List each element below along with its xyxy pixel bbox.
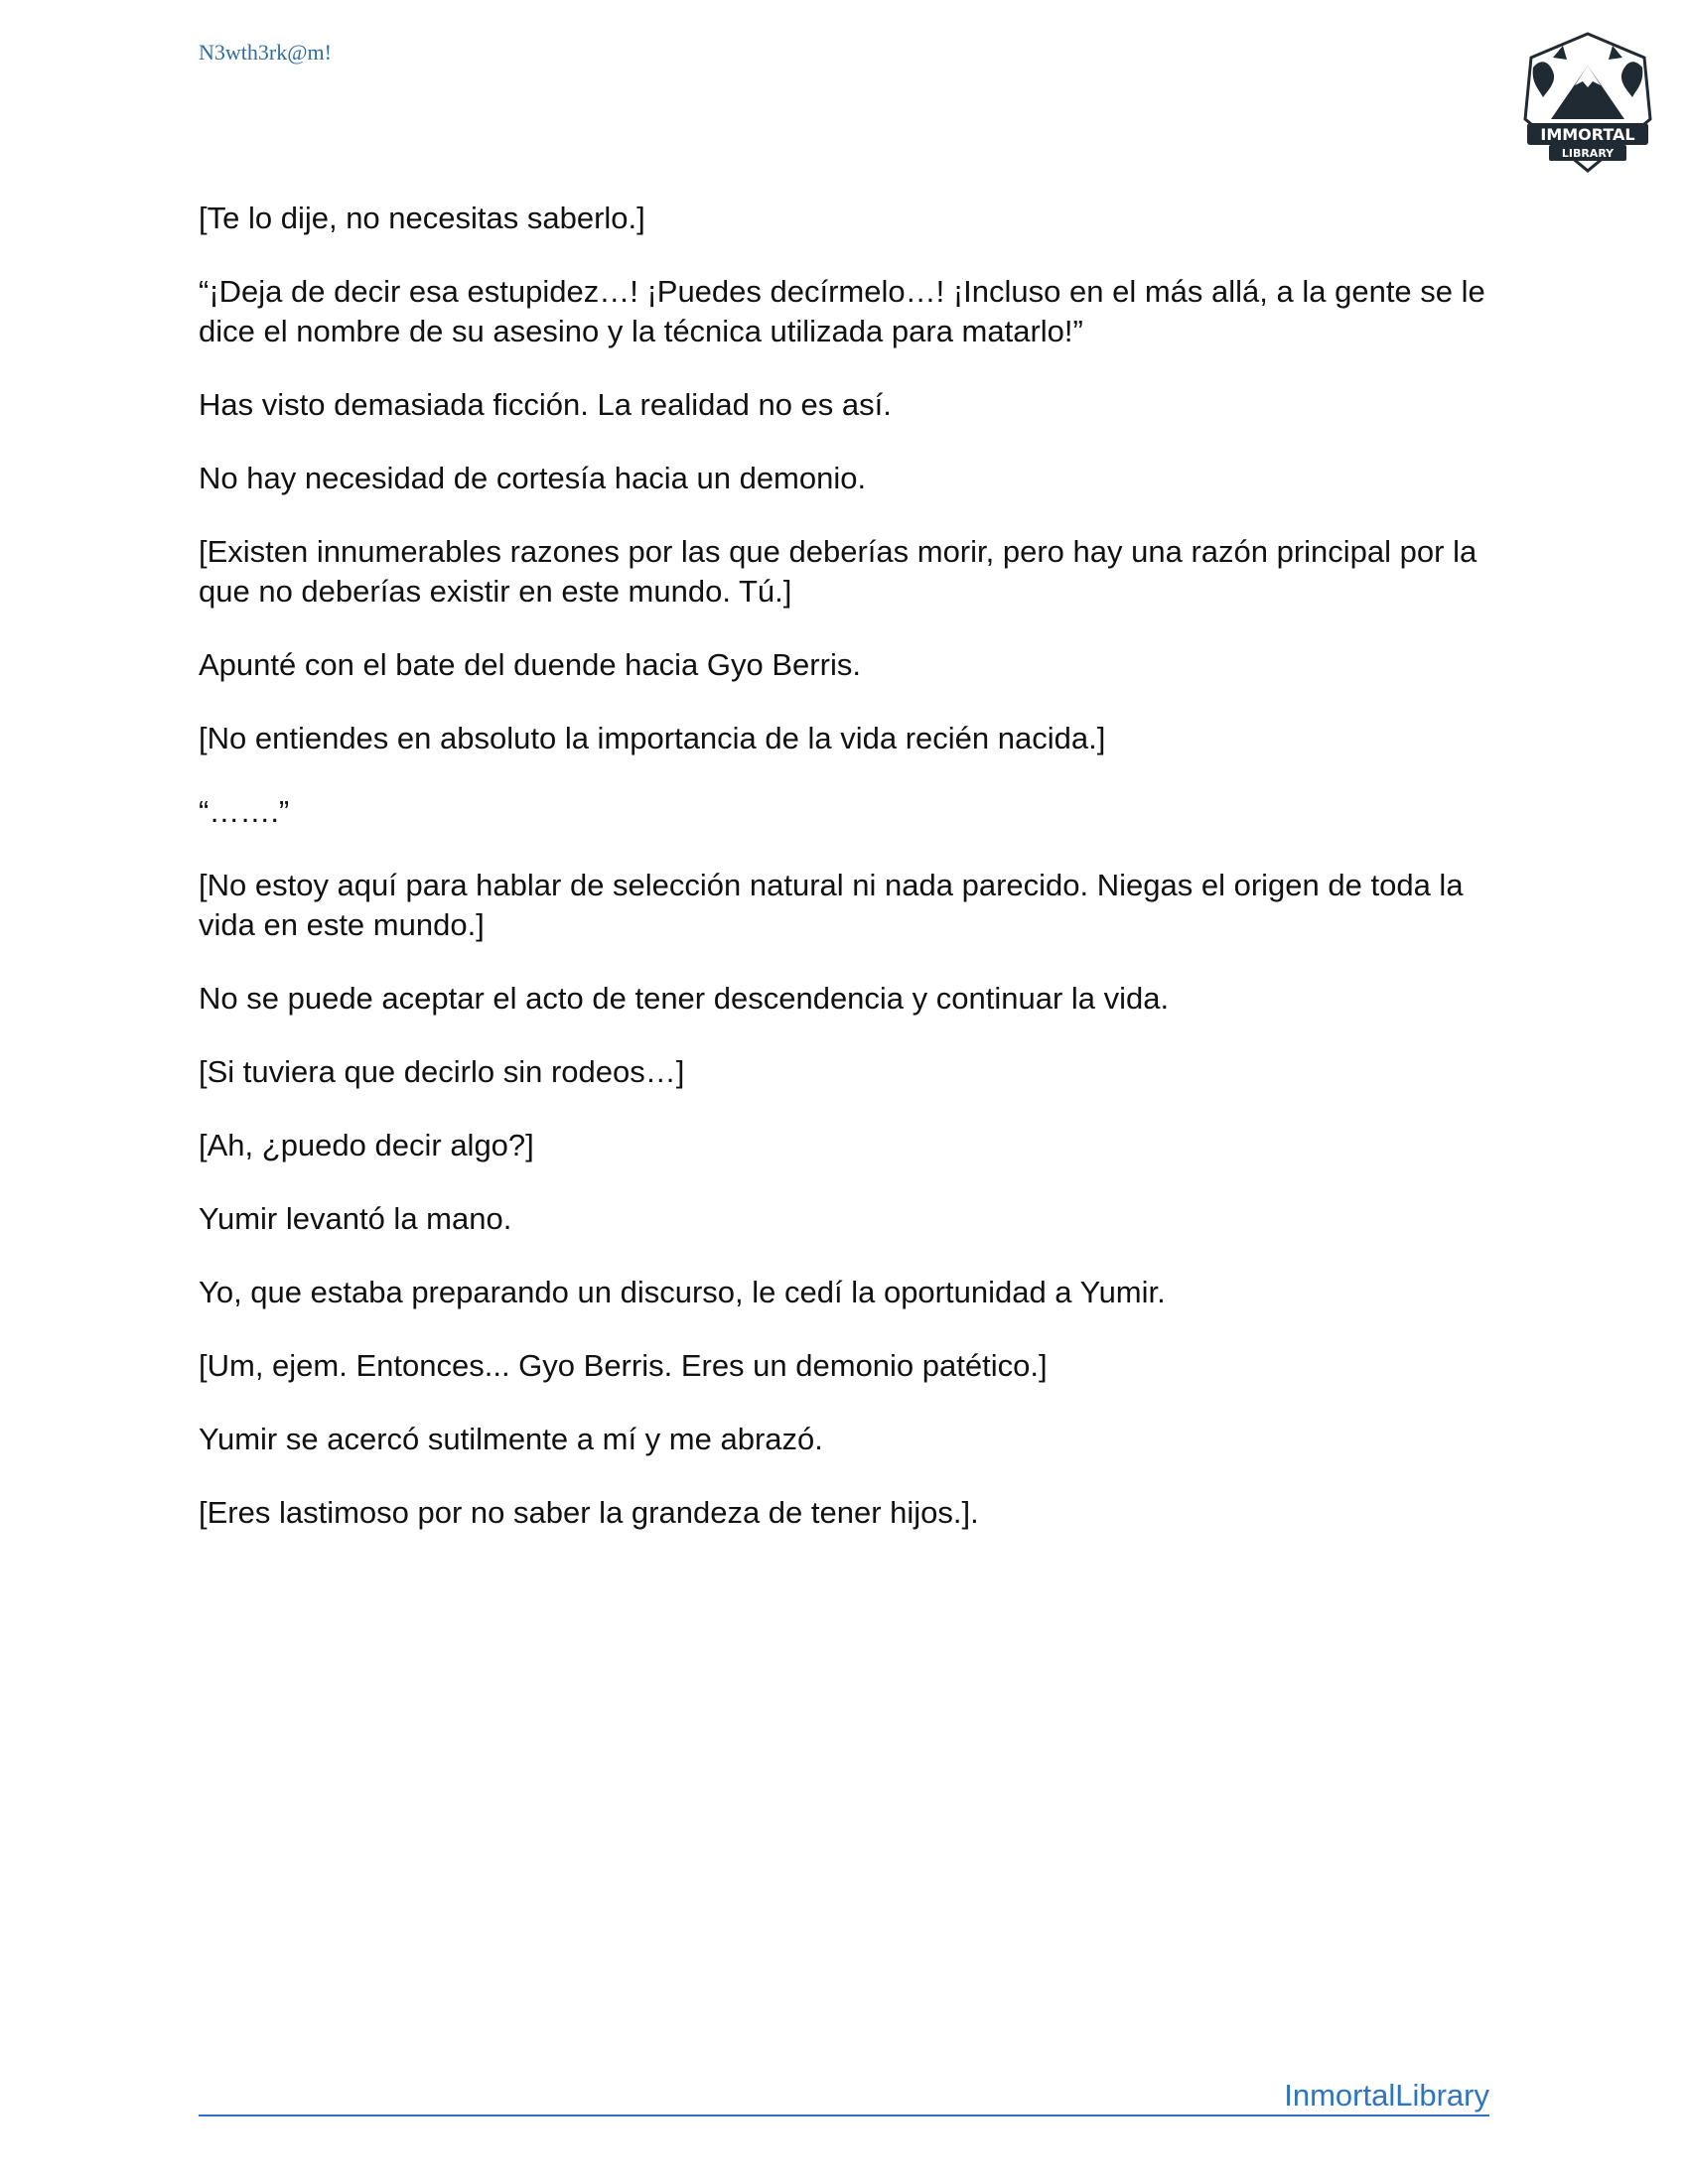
paragraph: [Si tuviera que decirlo sin rodeos…] (199, 1054, 685, 1089)
paragraph: Yumir levantó la mano. (199, 1201, 512, 1236)
logo-line2: LIBRARY (1561, 147, 1615, 160)
immortal-library-logo (1513, 28, 1662, 177)
paragraph: Yumir se acercó sutilmente a mí y me abrazó. (199, 1422, 823, 1456)
paragraph: Has visto demasiada ficción. La realidad no es así. (199, 387, 892, 422)
paragraph: [Existen innumerables razones por las que deberías morir, pero hay una razón principal por la que no deberías existir en este mundo. Tú.] (199, 534, 1477, 609)
document-body (199, 199, 1489, 1567)
paragraph: Yo, que estaba preparando un discurso, le cedí la oportunidad a Yumir. (199, 1275, 1166, 1309)
footer-link[interactable]: InmortalLibrary (1284, 2078, 1489, 2113)
paragraph: No se puede aceptar el acto de tener descendencia y continuar la vida. (199, 981, 1170, 1016)
paragraph: [Ah, ¿puedo decir algo?] (199, 1128, 534, 1162)
logo-line1: IMMORTAL (1540, 125, 1635, 144)
paragraph: [Te lo dije, no necesitas saberlo.] (199, 201, 645, 235)
paragraph: [Eres lastimoso por no saber la grandeza de tener hijos.]. (199, 1495, 979, 1530)
paragraph: Apunté con el bate del duende hacia Gyo Berris. (199, 647, 861, 682)
logo-emblem (1513, 28, 1662, 177)
paragraph: “¡Deja de decir esa estupidez…! ¡Puedes decírmelo…! ¡Incluso en el más allá, a la gente se le dice el nombre de su asesino y la técnica utilizada para matarlo!” (199, 274, 1485, 348)
paragraph: “…….” (199, 794, 290, 829)
paragraph: No hay necesidad de cortesía hacia un demonio. (199, 461, 867, 495)
footer-divider (199, 2115, 1489, 2116)
paragraph: [No estoy aquí para hablar de selección natural ni nada parecido. Niegas el origen de toda la vida en este mundo.] (199, 868, 1464, 942)
paragraph: [Um, ejem. Entonces... Gyo Berris. Eres un demonio patético.] (199, 1348, 1048, 1383)
paragraph: [No entiendes en absoluto la importancia de la vida recién nacida.] (199, 721, 1106, 755)
header-text: N3wth3rk@m! (199, 40, 332, 65)
